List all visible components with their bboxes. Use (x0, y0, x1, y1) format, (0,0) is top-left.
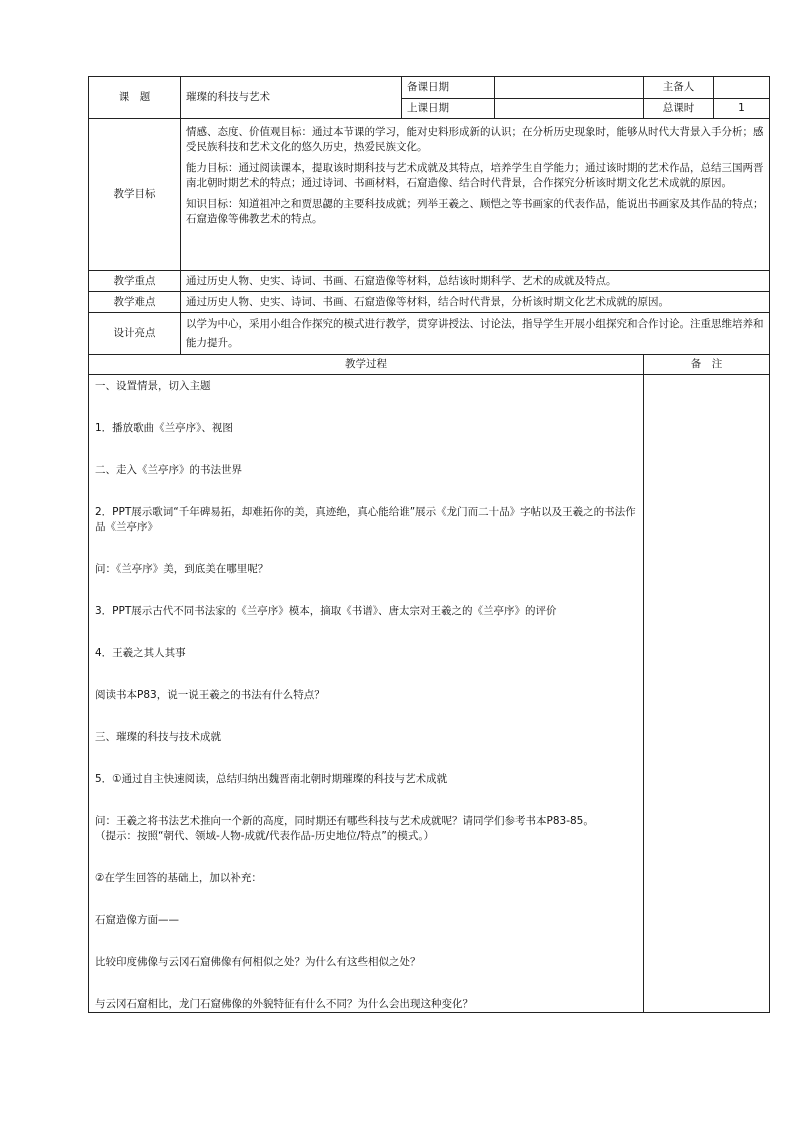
key-points-row (89, 271, 770, 292)
process-line: 阅读书本P83，说一说王羲之的书法有什么特点？ (95, 689, 325, 701)
design-highlights-label: 设计亮点 (89, 313, 181, 355)
header-row-1 (89, 77, 770, 99)
design-highlights-value: 以学为中心，采用小组合作探究的模式进行教学，贯穿讲授法、讨论法，指导学生开展小组探究和合作讨论。注重思维培养和能力提升。 (181, 313, 770, 355)
process-header: 教学过程 (89, 355, 644, 375)
total-hours-label: 总课时 (644, 99, 714, 119)
preparer-value (714, 77, 770, 99)
objective-knowledge: 知识目标：知道祖冲之和贾思勰的主要科技成就；列举王羲之、顾恺之等书画家的代表作品，能说出书画家及其作品的特点；石窟造像等佛教艺术的特点。 (186, 198, 764, 225)
difficult-points-label: 教学难点 (89, 292, 181, 313)
preparer-label: 主备人 (644, 77, 714, 99)
difficult-points-value: 通过历史人物、史实、诗词、书画、石窟造像等材料，结合时代背景，分析该时期文化艺术成就的原因。 (181, 292, 770, 313)
notes-header: 备 注 (644, 355, 770, 375)
process-line: 3．PPT展示古代不同书法家的《兰亭序》模本，摘取《书谱》、唐太宗对王羲之的《兰亭序》的评价 (95, 605, 557, 617)
prep-date-value (495, 77, 644, 99)
notes-content (644, 375, 770, 1013)
process-line: 5．①通过自主快速阅读，总结归纳出魏晋南北朝时期璀璨的科技与艺术成就 (95, 773, 448, 785)
process-line: 问：王羲之将书法艺术推向一个新的高度，同时期还有哪些科技与艺术成就呢？请同学们参考书本P83-85。 (95, 815, 594, 827)
process-line: 比较印度佛像与云冈石窟佛像有何相似之处？为什么有这些相似之处？ (95, 956, 421, 968)
class-date-label: 上课日期 (402, 99, 495, 119)
objective-ability: 能力目标：通过阅读课本，提取该时期科技与艺术成就及其特点，培养学生自学能力；通过该时期的艺术作品，总结三国两晋南北朝时期艺术的特点；通过诗词、书画材料，石窟造像、结合时代背景，合作探究分析该时期文化艺术成就的原因。 (186, 162, 764, 189)
total-hours-value: 1 (714, 99, 770, 119)
class-date-value (495, 99, 644, 119)
key-points-label: 教学重点 (89, 271, 181, 292)
process-line: 问：《兰亭序》美，到底美在哪里呢？ (95, 563, 269, 575)
process-line: （提示：按照“朝代、领域-人物-成就/代表作品-历史地位/特点”的模式。） (95, 830, 435, 842)
process-line: 1．播放歌曲《兰亭序》、视图 (95, 422, 233, 434)
process-line: 石窟造像方面—— (95, 914, 179, 926)
difficult-points-row (89, 292, 770, 313)
process-line: 2．PPT展示歌词“千年碑易拓，却难拓你的美，真迹绝，真心能给谁”展示《龙门而二十品》字帖以及王羲之的书法作品《兰亭序》 (95, 506, 636, 533)
process-line: 三、璀璨的科技与技术成就 (95, 731, 221, 743)
process-line: 4．王羲之其人其事 (95, 647, 186, 659)
topic-label: 课 题 (89, 77, 181, 119)
objective-emotion: 情感、态度、价值观目标：通过本节课的学习，能对史料形成新的认识；在分析历史现象时，能够从时代大背景入手分析；感受民族科技和艺术文化的悠久历史，热爱民族文化。 (186, 126, 764, 153)
lesson-plan-page (88, 76, 769, 1013)
objectives-label: 教学目标 (89, 119, 181, 271)
key-points-value: 通过历史人物、史实、诗词、书画、石窟造像等材料，总结该时期科学、艺术的成就及特点。 (181, 271, 770, 292)
design-highlights-row (89, 313, 770, 355)
process-content (89, 375, 644, 1013)
lesson-plan-table (88, 76, 770, 1013)
objectives-row (89, 119, 770, 271)
process-line: 一、设置情景，切入主题 (95, 380, 211, 392)
objectives-content (181, 119, 770, 271)
topic-value: 璀璨的科技与艺术 (181, 77, 402, 119)
process-line: 二、走入《兰亭序》的书法世界 (95, 464, 242, 476)
process-line: 与云冈石窟相比，龙门石窟佛像的外貌特征有什么不同？为什么会出现这种变化？ (95, 998, 473, 1010)
process-header-row (89, 355, 770, 375)
prep-date-label: 备课日期 (402, 77, 495, 99)
process-line: ②在学生回答的基础上，加以补充： (95, 872, 262, 884)
process-body-row (89, 375, 770, 1013)
